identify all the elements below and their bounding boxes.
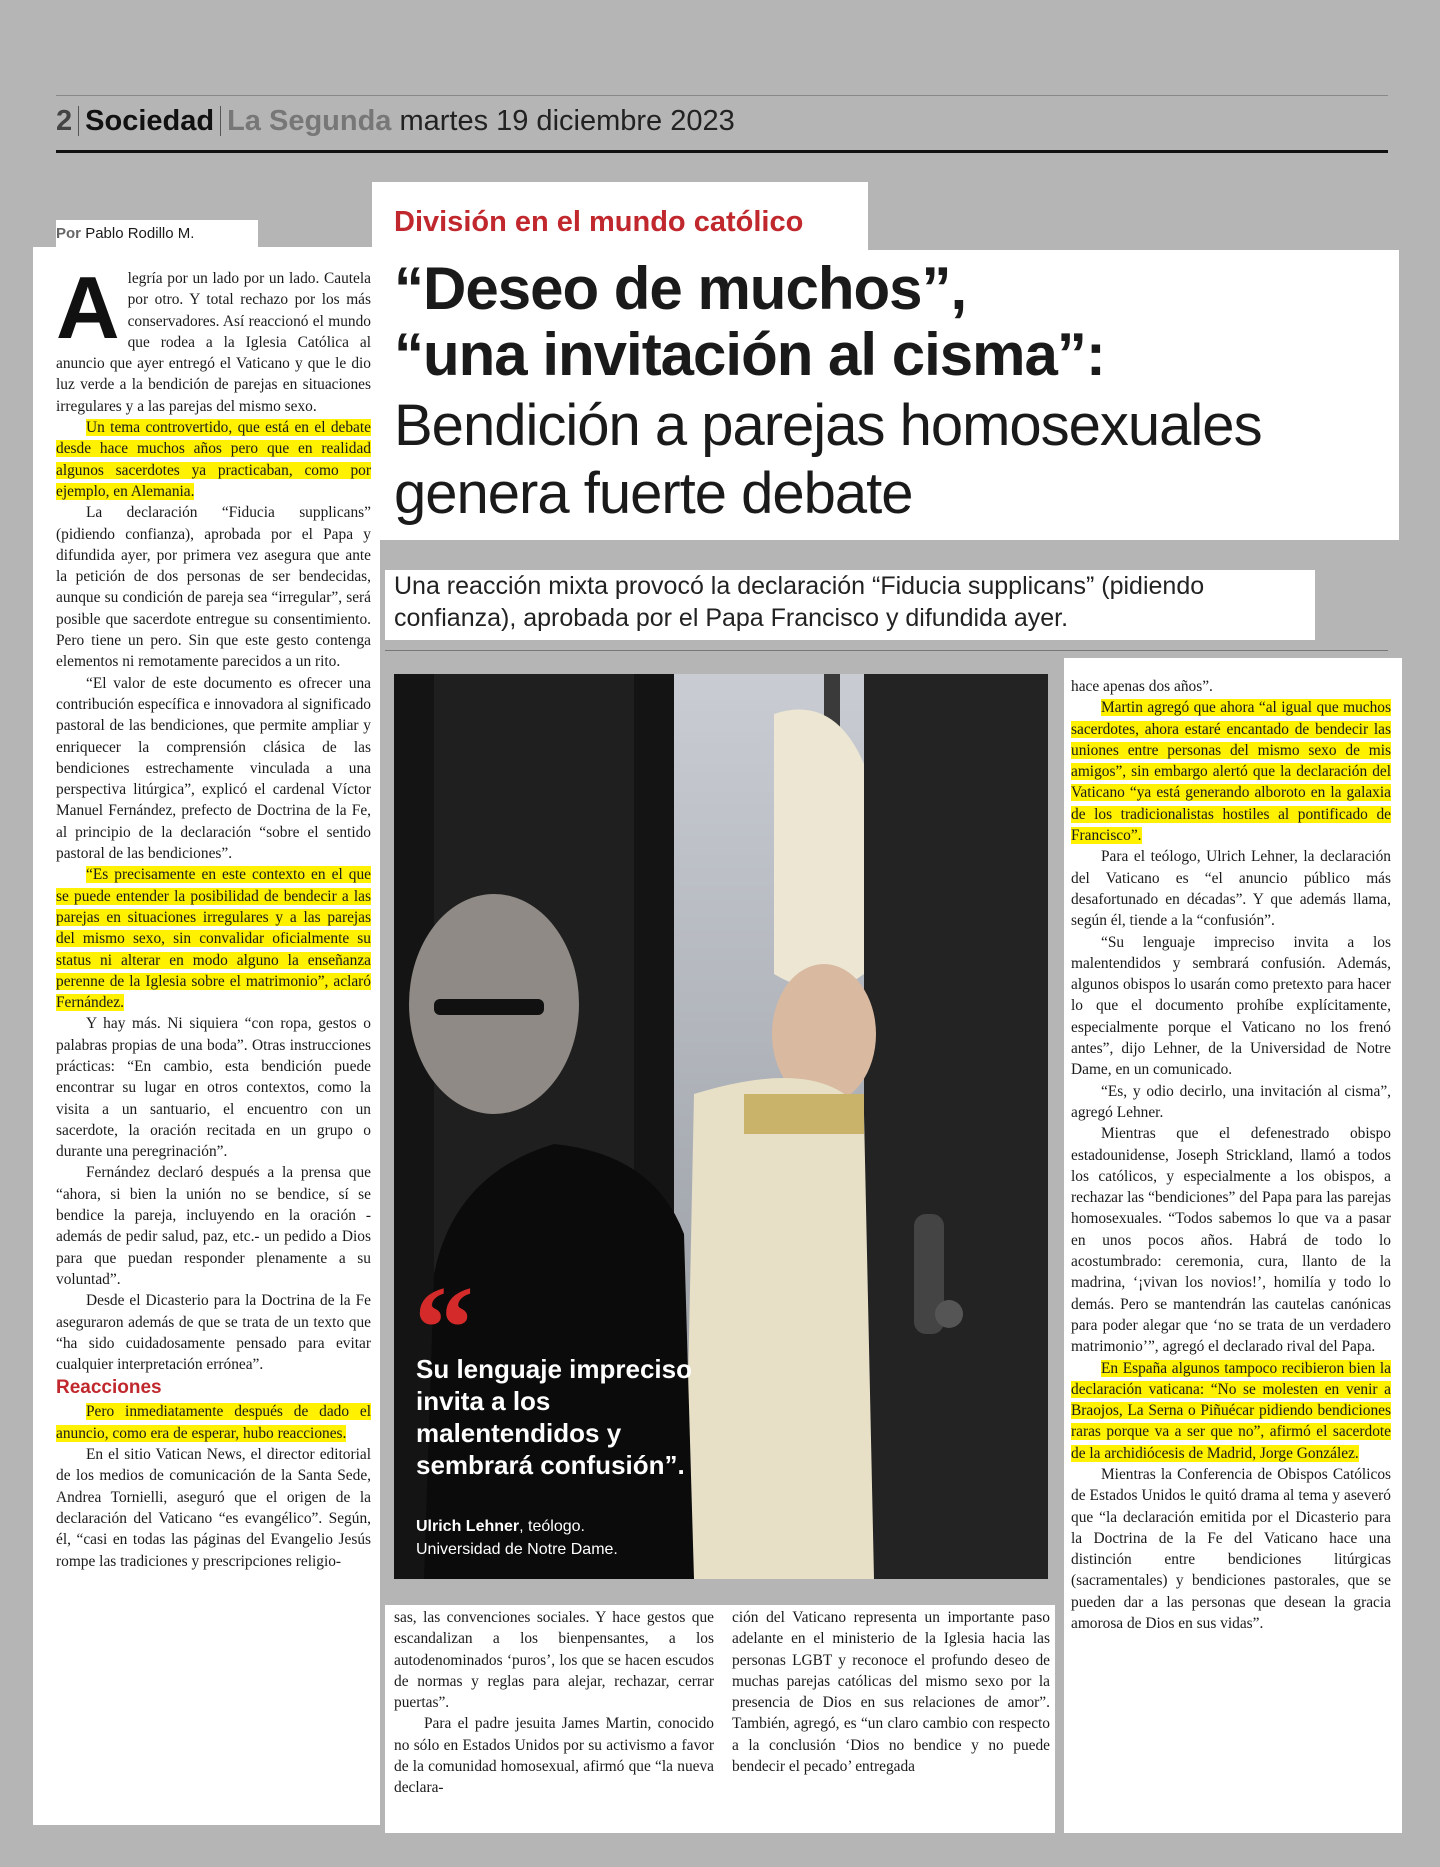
article-paragraph: “Es, y odio decirlo, una invitación al cisma”, agregó Lehner. — [1071, 1082, 1391, 1121]
article-paragraph: Desde el Dicasterio para la Doctrina de la Fe aseguraron además de que se trata de un texto que “ha sido cuidadosamente pensado para evitar cualquier interpretación errónea”. — [56, 1292, 371, 1374]
byline-prefix: Por — [56, 225, 82, 242]
headline-line-2: “una invitación al cisma”: — [394, 321, 1105, 388]
article-paragraph: “Es precisamente en este contexto en el que se puede entender la posibilidad de bendecir a las parejas en situaciones irregulares y a las parejas del mismo sexo, sin convalidar oficialmente su status ni alterar en modo alguno la enseñanza perenne de la Iglesia sobre el matrimonio”, aclaró Fernández. — [56, 866, 371, 1012]
drop-cap: A — [56, 258, 120, 357]
article-paragraph: En el sitio Vatican News, el director editorial de los medios de comunicación de la Santa Sede, Andrea Tornielli, aseguró que el origen de la declaración del Vaticano “es evangélico”. Según, él, “casi en todas las páginas del Evangelio Jesús rompe las tradiciones y prescripciones religio- — [56, 1446, 371, 1570]
subhead-line-1: Una reacción mixta provocó la declaración “Fiducia supplicans” (pidiendo — [394, 572, 1205, 600]
article-paragraph: “Su lenguaje impreciso invita a los malentendidos y sembrará confusión. Además, algunos obispos lo usarán como pretexto para hacer lo que el documento prohíbe explícitamente, especialmente porque el Vaticano no los frenó antes”, dijo Lehner, de la Universidad de Notre Dame, en un comunicado. — [1071, 933, 1391, 1079]
article-column-left — [56, 258, 371, 1572]
article-paragraph: Fernández declaró después a la prensa que “ahora, si bien la unión no se bendice, sí se bendice la pareja, incluyendo en la oración -además de pedir salud, paz, etc.- un pedido a Dios para que puedan responder plenamente a su voluntad”. — [56, 1164, 371, 1288]
quote-affiliation: Universidad de Notre Dame. — [416, 1541, 618, 1558]
quote-name: Ulrich Lehner — [416, 1518, 520, 1535]
headline-line-3: Bendición a parejas homosexuales — [394, 393, 1262, 458]
article-paragraph: La declaración “Fiducia supplicans” (pidiendo confianza), aprobada por el Papa y difundida ayer, por primera vez asegura que ante la petición de dos personas de ser bendecidas, aunque su condición de pareja sea “irregular”, será posible que sacerdote entregue su consentimiento. Pero tiene un pero. Sin que este gesto contenga elementos ni remotamente parecidos a un rito. — [56, 504, 371, 671]
article-paragraph: Mientras que el defenestrado obispo estadounidense, Joseph Strickland, llamó a todos los católicos, y especialmente a los obispos, a rechazar las “bendiciones” del Papa para las parejas homosexuales. “Todos sabemos lo que va a pasar en unos pocos años. Habrá de todo lo acostumbrado: ceremonia, cura, llanto de la madrina, ‘¡vivan los novios!’, homilía y todo lo demás. Pero se mantendrán las cautelas canónicas para poder alegar que ‘no se trata de un verdadero matrimonio’”, agregó el declarado rival del Papa. — [1071, 1125, 1391, 1356]
page-number: 2 — [56, 104, 73, 137]
byline-author: Pablo Rodillo M. — [85, 225, 195, 242]
quote-role: , teólogo. — [519, 1518, 585, 1535]
article-paragraph: Para el padre jesuita James Martin, conocido no sólo en Estados Unidos por su activismo a favor de la comunidad homosexual, afirmó que “la nueva declara- — [394, 1715, 714, 1797]
pull-quote: Su lenguaje impreciso invita a los malentendidos y sembrará confusión”. — [416, 1354, 692, 1480]
headline-line-1: “Deseo de muchos”, — [394, 255, 967, 322]
section-subheading: Reacciones — [56, 1377, 162, 1399]
article-paragraph: Pero inmediatamente después de dado el anuncio, como era de esperar, hubo reacciones. — [56, 1403, 371, 1442]
publication-name: La Segunda — [227, 104, 392, 137]
article-paragraph: ción del Vaticano representa un importante paso adelante en el ministerio de la Iglesia hacia las personas LGBT y reconoce el profundo deseo de muchas parejas católicas del mismo sexo por la presencia de Dios en sus relaciones de amor”. También, agregó, es “un claro cambio con respecto a la conclusión ‘Dios no bendice y no puede bendecir el pecado’ entregada — [732, 1609, 1050, 1776]
top-rule — [56, 95, 1388, 96]
quote-mark: “ — [414, 1261, 474, 1394]
kicker: División en el mundo católico — [394, 206, 804, 238]
header-rule — [56, 150, 1388, 153]
subhead-line-2: confianza), aprobada por el Papa Francisco y difundida ayer. — [394, 604, 1069, 632]
subhead-rule — [385, 650, 1388, 651]
article-column-middle-1 — [394, 1607, 714, 1799]
quote-attribution — [416, 1518, 585, 1536]
article-paragraph: Mientras la Conferencia de Obispos Católicos de Estados Unidos le quitó drama al tema y aseveró que “la declaración emitida por el Dicasterio para la Doctrina de la Fe del Vaticano hace una distinción entre bendiciones litúrgicas (sacramentales) y bendiciones pastorales, que se pueden dar a las personas que desean la gracia amorosa de Dios en sus vidas”. — [1071, 1465, 1391, 1633]
article-paragraph: Alegría por un lado por un lado. Cautela por otro. Y total rechazo por los más conservadores. Así reaccionó el mundo que rodea a la Iglesia Católica al anuncio que ayer entregó el Vaticano y que le dio luz verde a la bendición de parejas en situaciones irregulares y a las parejas del mismo sexo. — [56, 258, 371, 415]
headline-line-4: genera fuerte debate — [394, 461, 913, 526]
section-name: Sociedad — [85, 104, 215, 137]
article-paragraph: Y hay más. Ni siquiera “con ropa, gestos o palabras propias de una boda”. Otras instrucciones prácticas: “En cambio, esta bendición puede encontrar su lugar en otros contextos, como la visita a un santuario, el encuentro con un sacerdote, la oración recitada en un grupo o durante una peregrinación”. — [56, 1015, 371, 1161]
article-paragraph: Un tema controvertido, que está en el debate desde hace muchos años pero que en realidad algunos sacerdotes ya practicaban, como por ejemplo, en Alemania. — [56, 419, 371, 500]
article-paragraph: En España algunos tampoco recibieron bien la declaración vaticana: “No se molesten en venir a Braojos, La Serna o Piñuécar pidiendo bendiciones raras porque va a ser que no”, afirmó el sacerdote de la archidiócesis de Madrid, Jorge González. — [1071, 1359, 1391, 1462]
article-paragraph: Para el teólogo, Ulrich Lehner, la declaración del Vaticano es “el anuncio público más desafortunado en décadas”. Y que además llama, según él, tiende a la “confusión”. — [1071, 848, 1391, 930]
article-column-right — [1071, 676, 1391, 1634]
issue-date: martes 19 diciembre 2023 — [399, 104, 735, 137]
header-divider — [78, 106, 79, 136]
page-header — [56, 100, 735, 142]
byline — [56, 220, 194, 247]
article-column-middle-2 — [732, 1607, 1050, 1777]
article-paragraph: sas, las convenciones sociales. Y hace gestos que escandalizan a los bienpensantes, a los autodenominados ‘puros’, los que se hacen escudos de normas y reglas para alejar, rechazar, cerrar puertas”. — [394, 1609, 714, 1712]
article-paragraph: “El valor de este documento es ofrecer una contribución específica e innovadora al significado pastoral de las bendiciones, que permite ampliar y enriquecer la comprensión clásica de las bendiciones estrechamente vinculada a una perspectiva litúrgica”, explicó el cardenal Víctor Manuel Fernández, prefecto de Doctrina de la Fe, al principio de la declaración “sobre el sentido pastoral de las bendiciones”. — [56, 674, 371, 863]
header-divider — [220, 106, 221, 136]
article-paragraph: hace apenas dos años”. — [1071, 678, 1213, 695]
article-paragraph: Martin agregó que ahora “al igual que muchos sacerdotes, ahora estaré encantado de bendecir las uniones entre personas del mismo sexo de mis amigos”, sin embargo alertó que la declaración del Vaticano “ya está generando alboroto en la galaxia de los tradicionalistas hostiles al pontificado de Francisco”. — [1071, 699, 1391, 845]
